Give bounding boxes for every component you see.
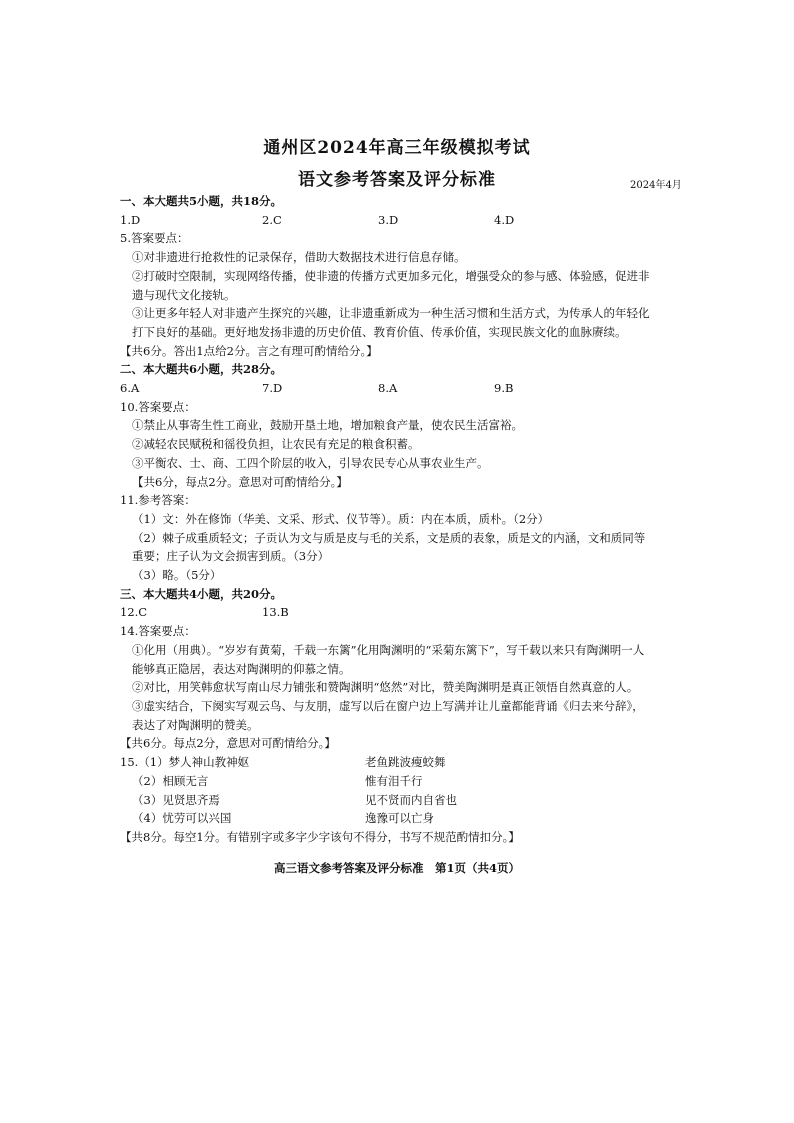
section-3-heading: 三、本大题共4小题，共20分。 (120, 586, 283, 601)
answer-content (120, 192, 650, 847)
section-2-heading: 二、本大题共6小题，共28分。 (120, 362, 283, 377)
question-15-row-2 (120, 772, 650, 791)
question-5-point-2: ②打破时空限制，实现网络传播，使非遗的传播方式更加多元化，增强受众的参与感、体验感，促进非遗与现代文化接轨。 (132, 268, 650, 302)
question-10-point-3: ③平衡农、士、商、工四个阶层的收入，引导农民专心从事农业生产。 (132, 455, 489, 470)
page-footer: 高三语文参考答案及评分标准 第1页（共4页） (273, 861, 520, 875)
answer-7: 7.D (262, 381, 283, 396)
section-1-answers (120, 211, 650, 230)
question-10-label: 10.答案要点： (120, 399, 196, 414)
section-2-answers (120, 379, 650, 398)
question-14-point-3: ③虚实结合，下阕实写观云鸟、与友朋，虚写以后在窗户边上写满并让儿童都能背诵《归去来兮辞》，表达了对陶渊明的赞美。 (132, 698, 644, 732)
question-15-row-1 (120, 753, 650, 772)
answer-4: 4.D (494, 212, 515, 227)
question-15-row-3 (120, 791, 650, 810)
question-11-point-1: （1）文：外在修饰（华美、文采、形式、仪节等）。质：内在本质，质朴。（2分） (132, 511, 550, 526)
answer-3: 3.D (378, 212, 399, 227)
section-3-answers (120, 603, 650, 622)
answer-9: 9.B (494, 381, 514, 396)
question-15-row-4 (120, 809, 650, 828)
q15-row-1-left: 15.（1）梦人神山教神妪 (120, 755, 250, 770)
question-11-point-3: （3）略。（5分） (132, 568, 222, 583)
q15-row-2-right: 惟有泪千行 (365, 773, 423, 788)
q15-row-4-right: 逸豫可以亡身 (365, 811, 434, 826)
q15-row-1-right: 老鱼跳波瘦蛟舞 (365, 755, 446, 770)
section-1-heading: 一、本大题共5小题，共18分。 (120, 194, 283, 208)
question-10-score: 【共6分，每点2分。意思对可酌情给分。】 (132, 474, 348, 489)
answer-13: 13.B (262, 605, 289, 620)
question-5-point-1: ①对非遗进行抢救性的记录保存，借助大数据技术进行信息存储。 (132, 250, 466, 265)
answer-6: 6.A (120, 381, 140, 396)
question-5-score: 【共6分。答出1点给2分。言之有理可酌情给分。】 (120, 343, 378, 358)
question-10-point-1: ①禁止从事寄生性工商业，鼓励开垦土地，增加粮食产量，使农民生活富裕。 (132, 418, 523, 433)
question-5-label: 5.答案要点： (120, 231, 189, 246)
question-14-score: 【共6分。每点2分，意思对可酌情给分。】 (120, 736, 336, 751)
page-title: 通州区2024年高三年级模拟考试 (263, 138, 531, 158)
q15-row-4-left: （4）忧劳可以兴国 (132, 811, 232, 826)
question-11-label: 11.参考答案： (120, 493, 196, 508)
question-10-point-2: ②减轻农民赋税和徭役负担，让农民有充足的粮食积蓄。 (132, 437, 420, 452)
answer-8: 8.A (378, 381, 398, 396)
answer-1: 1.D (120, 212, 141, 227)
question-14-label: 14.答案要点： (120, 624, 196, 639)
question-14-point-2: ②对比，用笑韩愈状写南山尽力铺张和赞陶渊明“悠然”对比，赞美陶渊明是真正领悟自然真意的人。 (132, 680, 639, 695)
q15-row-3-right: 见不贤而内自省也 (365, 792, 457, 807)
question-11-point-2: （2）棘子成重质轻文；子贡认为文与质是皮与毛的关系，文是质的表象，质是文的内涵，文和质同等重要；庄子认为文会损害到质。（3分） (132, 530, 646, 564)
question-15-score: 【共8分。每空1分。有错别字或多字少字该句不得分，书写不规范酌情扣分。】 (120, 829, 520, 844)
q15-row-2-left: （2）相顾无言 (132, 773, 209, 788)
answer-12: 12.C (120, 605, 148, 620)
question-5-point-3: ③让更多年轻人对非遗产生探究的兴趣，让非遗重新成为一种生活习惯和生活方式，为传承人的年轻化打下良好的基础。更好地发扬非遗的历史价值、教育价值、传承价值，实现民族文化的血脉赓续。 (132, 306, 650, 339)
question-14-point-1: ①化用（用典）。“岁岁有黄菊，千载一东篱”化用陶渊明的“采菊东篱下”，写千载以来只有陶渊明一人能够真正隐居，表达对陶渊明的仰慕之情。 (132, 642, 645, 676)
q15-row-3-left: （3）见贤思齐焉 (132, 792, 220, 807)
date-label: 2024年4月 (630, 180, 682, 191)
page-subtitle: 语文参考答案及评分标准 (298, 170, 496, 190)
answer-2: 2.C (262, 212, 282, 227)
